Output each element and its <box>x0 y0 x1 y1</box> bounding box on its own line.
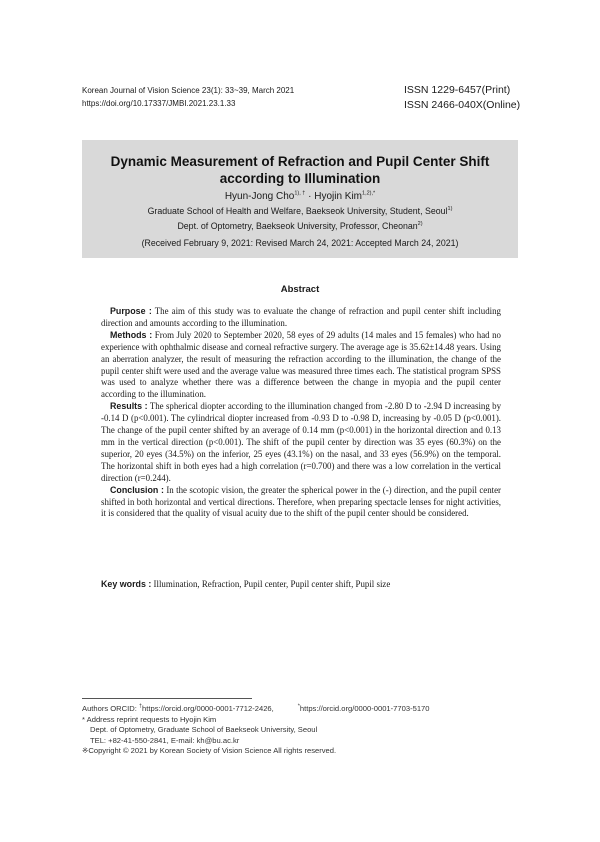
abstract-purpose <box>101 306 501 330</box>
keywords-text: Illumination, Refraction, Pupil center, Pupil center shift, Pupil size <box>151 579 391 589</box>
title-line-2: according to Illumination <box>219 171 381 186</box>
orcid-line: Authors ORCID: †https://orcid.org/0000-0001-7712-2426, *https://orcid.org/0000-0001-7703-5170 <box>82 703 430 713</box>
corresponding-contact: TEL: +82-41-550-2841, E-mail: kh@bu.ac.kr <box>90 735 240 745</box>
corresponding-dept: Dept. of Optometry, Graduate School of Baekseok University, Seoul <box>90 725 318 734</box>
methods-label: Methods : <box>110 329 153 340</box>
author-separator: · <box>305 191 315 202</box>
author-line <box>82 190 518 203</box>
footnote-divider <box>82 698 252 699</box>
author-2: Hyojin Kim <box>314 191 363 202</box>
author-2-sup: 1,2),* <box>362 190 376 197</box>
title-block <box>82 140 518 258</box>
abstract-body <box>101 306 501 520</box>
orcid-link-1[interactable]: https://orcid.org/0000-0001-7712-2426, <box>142 704 274 713</box>
abstract-heading: Abstract <box>280 284 320 295</box>
keywords-label: Key words : <box>101 579 152 589</box>
corresponding-author: * Address reprint requests to Hyojin Kim <box>82 714 217 724</box>
affiliation-2: Dept. of Optometry, Baekseok University, Professor, Cheonan$^{2)}$ <box>177 221 423 231</box>
journal-citation <box>82 84 294 110</box>
abstract-results <box>101 401 501 484</box>
author-1: Hyun-Jong Cho <box>224 191 295 202</box>
issn-block <box>404 83 520 113</box>
abstract-methods <box>101 330 501 401</box>
keywords <box>101 579 501 589</box>
results-text: The spherical diopter according to the illumination changed from -2.80 D to -2.94 D increasing by -0.14 D (p<0.001). The cylindrical diopter increased from -0.93 D to -0.98 D, increasing by -0.05 D (p<0.001). The change of the pupil center shifted by an average of 0.14 mm (p<0.001) in the horizontal direction and 0.13 mm in the vertical direction (p<0.001). The shift of the pupil center by direction was 35 eyes (60.3%) on the superior, 20 eyes (34.5%) on the inferior, 25 eyes (43.1%) on the nasal, and 33 eyes (56.9%) on the temporal. The horizontal shift in both eyes had a high correlation (r=0.700) and there was a low correlation in the vertical direction (r=0.244). <box>101 401 502 483</box>
paper-title <box>82 153 518 187</box>
affiliation-1: Graduate School of Health and Welfare, Baekseok University, Student, Seoul$^{1)}$ <box>147 206 453 216</box>
results-label: Results : <box>110 401 148 412</box>
copyright-line: ※Copyright © 2021 by Korean Society of Vision Science All rights reserved. <box>82 746 337 755</box>
doi-line[interactable]: https://doi.org/10.17337/JMBI.2021.23.1.33 <box>82 99 236 108</box>
issn-online: ISSN 2466-040X(Online) <box>404 99 521 111</box>
orcid-link-2[interactable]: https://orcid.org/0000-0001-7703-5170 <box>299 704 430 713</box>
purpose-text: The aim of this study was to evaluate the change of refraction and pupil center shift including direction and amounts according to the illumination. <box>101 306 501 328</box>
received-dates: (Received February 9, 2021: Revised March 24, 2021: Accepted March 24, 2021) <box>141 238 459 248</box>
methods-text: From July 2020 to September 2020, 58 eyes of 29 adults (14 males and 15 females) who had no experience with ophthalmic disease and corneal refractive surgery. The average age is 35.62±14.48 years. Using an aberration analyzer, the result of measuring the refraction according to the illumination, the change of the pupil center shift were used and the average value was measured three times each. The statistical program SPSS was used to analyze whether there was a difference between the change in myopia and the pupil center according to the illumination. <box>101 329 501 400</box>
title-line-1: Dynamic Measurement of Refraction and Pupil Center Shift <box>110 154 490 169</box>
author-1-sup: 1), † <box>294 190 306 197</box>
issn-print: ISSN 1229-6457(Print) <box>404 84 511 96</box>
purpose-label: Purpose : <box>110 306 152 316</box>
conclusion-label: Conclusion : <box>110 484 164 495</box>
footnotes <box>82 704 522 757</box>
journal-line: Korean Journal of Vision Science 23(1): 33~39, March 2021 <box>82 86 295 95</box>
conclusion-text: In the scotopic vision, the greater the spherical power in the (-) direction, and the pupil center shifted in both horizontal and vertical directions. Therefore, when preparing spectacle lenses for night activities, it is considered that the quality of visual acuity due to the shift of the pupil center should be considered. <box>101 484 501 519</box>
abstract-conclusion <box>101 485 501 521</box>
